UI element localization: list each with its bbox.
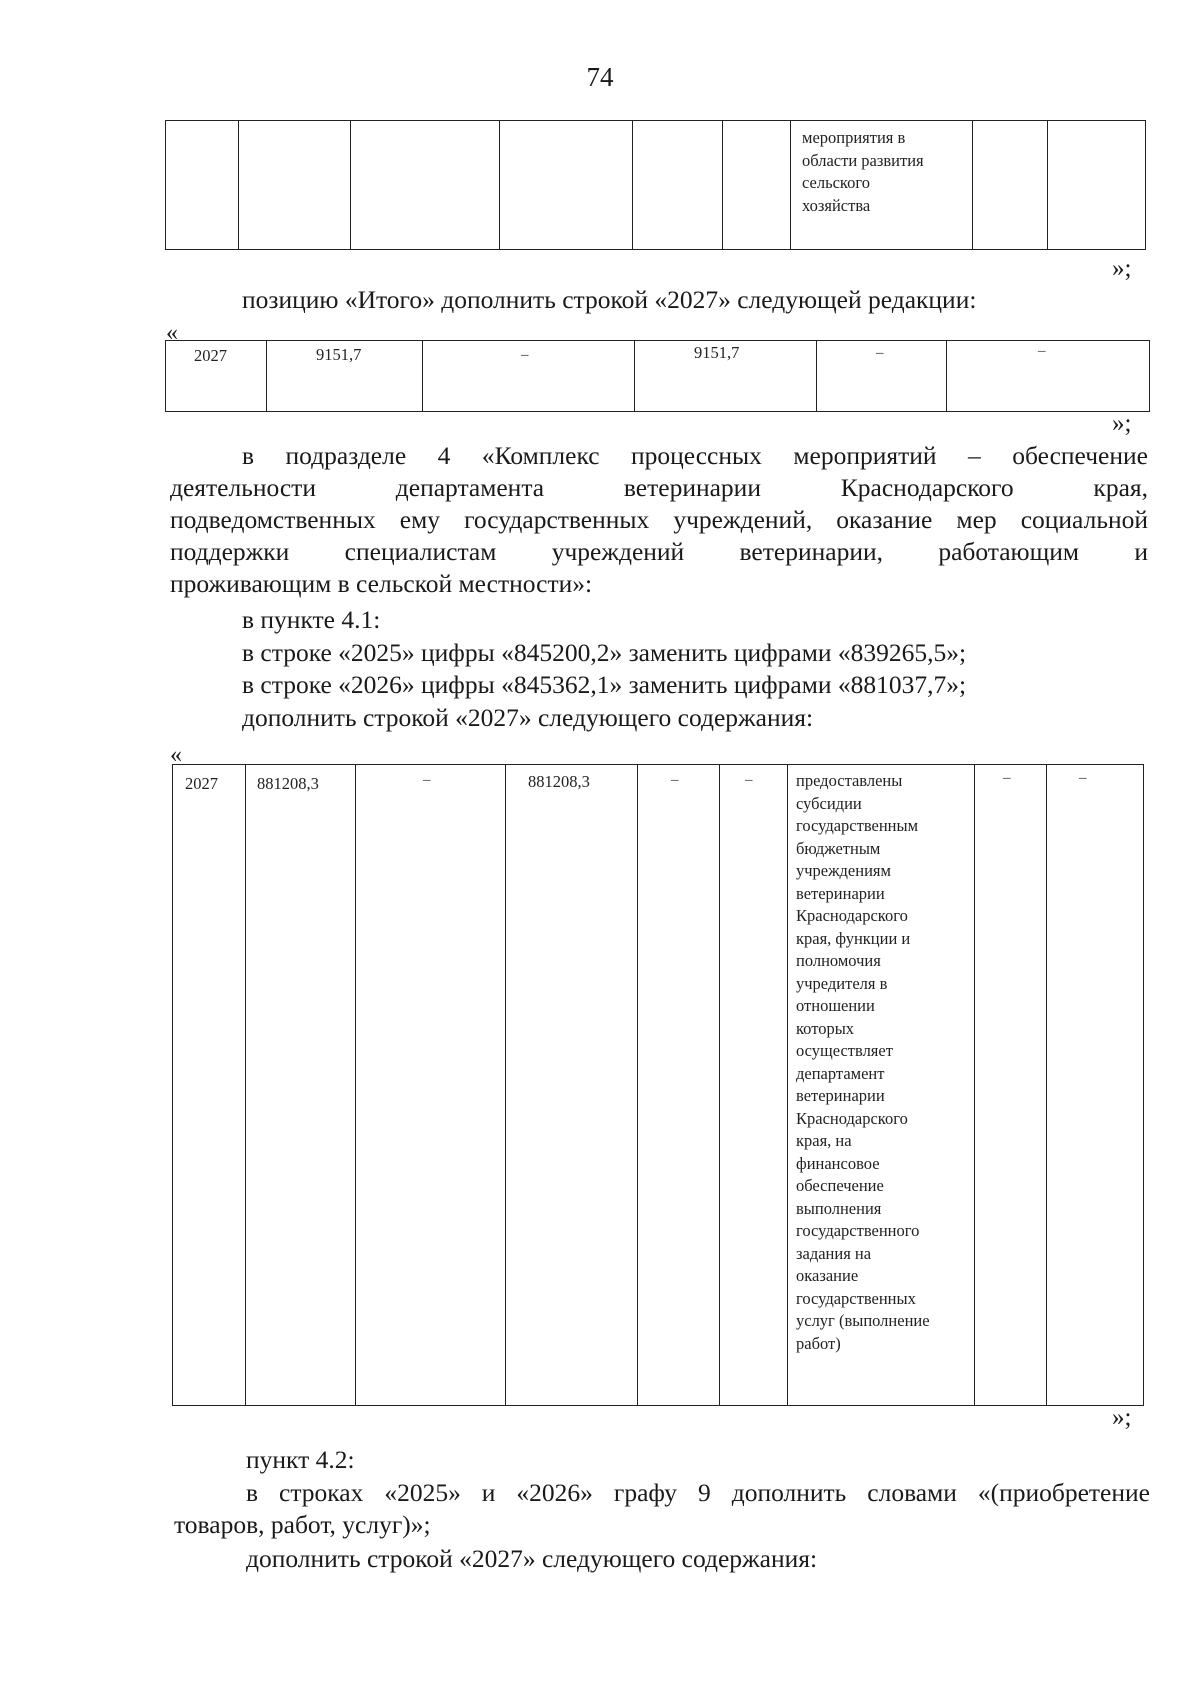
- cell-year: 2027: [194, 346, 227, 365]
- table-row-itogo-2027: [165, 340, 1150, 412]
- paragraph-line: подведомственных ему государственных учреждений, оказание мер социальной: [170, 505, 1148, 534]
- paragraph-line: поддержки специалистам учреждений ветеринарии, работающим и: [170, 537, 1148, 566]
- instruction-itogo: позицию «Итого» дополнить строкой «2027» следующей редакции:: [242, 285, 977, 314]
- cell-year: 2027: [185, 774, 218, 793]
- cell-dash: –: [671, 772, 679, 788]
- add-2027-line: дополнить строкой «2027» следующего содержания:: [242, 703, 814, 732]
- add-2027-line-2: дополнить строкой «2027» следующего содержания:: [246, 1544, 818, 1573]
- table-cell: [350, 121, 351, 249]
- table-cell: [974, 765, 975, 1405]
- paragraph-line: в строках «2025» и «2026» графу 9 дополнить словами «(приобретение: [246, 1478, 1150, 1507]
- table-fragment-1: [165, 120, 1146, 250]
- subsection-4-paragraph: [170, 440, 1148, 600]
- cell-dash: –: [1038, 343, 1046, 359]
- table-cell: [719, 765, 720, 1405]
- closing-quote-2: »;: [1112, 410, 1132, 437]
- cell-dash: –: [876, 345, 884, 361]
- table-cell: [245, 765, 246, 1405]
- opening-quote-1: «: [166, 320, 178, 346]
- table-cell: [1046, 765, 1047, 1405]
- cell-dash: –: [745, 772, 753, 788]
- table-cell: [816, 341, 817, 411]
- closing-quote-1: »;: [1112, 255, 1132, 282]
- cell-regional-budget: 881208,3: [528, 772, 590, 791]
- cell-dash: –: [423, 772, 431, 788]
- table-cell: [946, 341, 947, 411]
- table-cell: [787, 765, 788, 1405]
- closing-quote-3: »;: [1112, 1404, 1132, 1431]
- cell-total: 881208,3: [257, 774, 319, 793]
- table-cell: [722, 121, 723, 249]
- table-cell: [238, 121, 239, 249]
- table-cell: [499, 121, 500, 249]
- item-4-2-paragraph: [174, 1477, 1150, 1541]
- cell-description: предоставлены субсидии государственным бюджетным учреждениям ветеринарии Краснодарского края, функции и полномочия учредителя в отношении которых осуществляет департамент ветеринарии Краснодарского края, на финансовое обеспечение выполнения государственного задания на оказание государственных услуг (выполнение работ): [796, 771, 930, 1353]
- table-cell-note: мероприятия в области развития сельского хозяйства: [802, 128, 924, 215]
- table-cell: [637, 765, 638, 1405]
- table-cell: [634, 341, 635, 411]
- opening-quote-2: «: [170, 742, 182, 768]
- table-cell: [422, 341, 423, 411]
- paragraph-line: деятельности департамента ветеринарии Краснодарского края,: [170, 473, 1148, 502]
- paragraph-line: в подразделе 4 «Комплекс процессных мероприятий – обеспечение: [242, 441, 1148, 470]
- cell-dash: –: [521, 347, 529, 363]
- replace-2025-line: в строке «2025» цифры «845200,2» заменить цифрами «839265,5»;: [242, 638, 967, 667]
- cell-total: 9151,7: [316, 345, 362, 364]
- table-cell: [632, 121, 633, 249]
- item-4-1-heading: в пункте 4.1:: [242, 605, 381, 634]
- page-number: 74: [586, 62, 614, 92]
- cell-regional-budget: 9151,7: [694, 343, 740, 362]
- table-cell: [1047, 121, 1048, 249]
- table-cell: [972, 121, 973, 249]
- cell-dash: –: [1003, 770, 1011, 786]
- table-cell: [790, 121, 791, 249]
- item-4-2-heading: пункт 4.2:: [246, 1445, 355, 1474]
- replace-2026-line: в строке «2026» цифры «845362,1» заменить цифрами «881037,7»;: [242, 670, 967, 699]
- table-cell: [355, 765, 356, 1405]
- cell-dash: –: [1079, 770, 1087, 786]
- table-row-4-1-2027: [172, 764, 1144, 1406]
- table-cell: [266, 341, 267, 411]
- paragraph-line: товаров, работ, услуг)»;: [174, 1510, 431, 1539]
- table-cell: [505, 765, 506, 1405]
- paragraph-line: проживающим в сельской местности»:: [170, 569, 593, 598]
